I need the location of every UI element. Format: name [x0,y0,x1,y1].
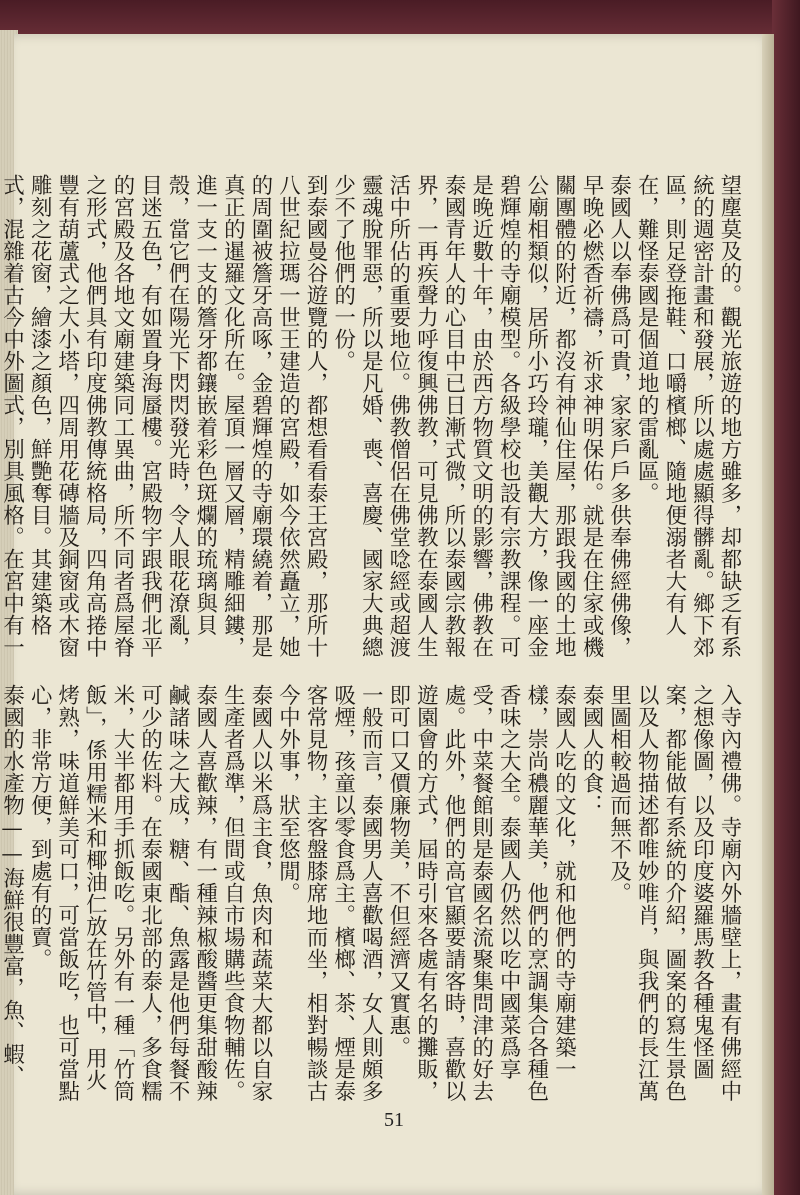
page-gutter [762,34,774,1195]
book-spine [772,0,800,1195]
paragraph: 泰國的水產物——海鮮很豐富，魚、蝦、 [0,684,25,1088]
paragraph: 望塵莫及的。觀光旅遊的地方雖多，却都缺乏有系統的週密計畫和發展，所以處處顯得髒亂。鄉下郊區，則足登拖鞋、口嚼檳榔、隨地便溺者大有人在，難怪泰國是個道地的雷亂區。 [634,174,742,658]
paragraph: 泰國人以米爲主食，魚肉和蔬菜大都以自家生產者爲準，但間或自市場購些食物輔佐。泰國人喜歡辣，有一種辣椒酸醬更集甜酸辣鹹諸味之大成，糖、酯、魚露是他們每餐不可少的佐料。在泰國東北部的泰人，多食糯米，大半都用手抓飯吃。另外有一種「竹筒飯」，係用糯米和椰油仁放在竹管中，用火烤熟，味道鮮美可口，可當飯吃，也可當點心，非常方便，到處有的賣。 [27,684,273,1102]
page-number: 51 [384,1109,404,1131]
section-heading: 泰國人的食： [579,684,605,816]
lower-text-section [0,684,743,1112]
paragraph: 一般而言，泰國男人喜歡喝酒，女人則頗多吸煙，孩童以零食爲主。檳榔、茶、煙是泰客常見物，主客盤膝席地而坐，相對暢談古今中外事，狀至悠閒。 [275,684,384,1102]
paragraph: 入寺內禮佛。寺廟內外牆壁上，畫有佛經中之想像圖，以及印度婆羅馬教各種鬼怪圖案，都能做有系統的介紹，圖案的寫生景色以及人物描述都唯妙唯肖，與我們的長江萬里圖相較過而無不及。 [606,684,742,1102]
upper-text-section [0,174,743,660]
paragraph: 泰國人以奉佛爲可貴，家家戶戶多供奉佛經佛像，早晚必燃香祈禱，祈求神明保佑。就是在住家或機關團體的附近，都沒有神仙住屋，那跟我國的土地公廟相類似，居所小巧玲瓏，美觀大方，像一座金碧輝煌的寺廟模型。各級學校也設有宗教課程。可是晚近數十年，由於西方物質文明的影響，佛教在泰國青年人的心目中已日漸式微，所以泰國宗教報界，一再疾聲力呼復興佛教，可見佛教在泰國人生活中所佔的重要地位。佛教僧侶在佛堂唸經或超渡靈魂脫罪惡，所以是凡婚、喪、喜慶、國家大典總少不了他們的一份。 [330,174,632,658]
book-page [0,34,774,1195]
paragraph: 泰國人吃的文化，就和他們的寺廟建築一樣，崇尚穠麗華美，他們的烹調集合各種色香味之大全。泰國人仍然以吃中國菜爲享受，中菜餐館則是泰國名流聚集問津的好去處。此外，他們的高官顯要請客時，喜歡以遊園會的方式，屆時引來各處有名的攤販，即可口又價廉物美，不但經濟又實惠。 [385,684,577,1102]
paragraph: 到泰國曼谷遊覽的人，都想看看泰王宮殿，那所十八世紀拉瑪一世王建造的宮殿，如今依然矗立，她的周圍被簷牙高啄，金碧輝煌的寺廟環繞着，那是真正的暹羅文化所在。屋頂一層又層，精雕細鏤，進一支一支的簷牙都鑲嵌着彩色斑爛的琉璃與貝殼，當它們在陽光下閃閃發光時，令人眼花潦亂，目迷五色，有如置身海蜃樓。宮殿物宇跟我們北平的宮殿及各地文廟建築同工異曲，所不同者爲屋脊之形式，他們具有印度佛教傳統格局，四角高捲中豐有葫蘆式之大小塔，四周用花磚牆及銅窗或木窗雕刻之花窗，繪漆之顏色，鮮艷奪目。其建築格式，混雜着古今中外圖式，別具風格。在宮中有一 [0,174,329,658]
